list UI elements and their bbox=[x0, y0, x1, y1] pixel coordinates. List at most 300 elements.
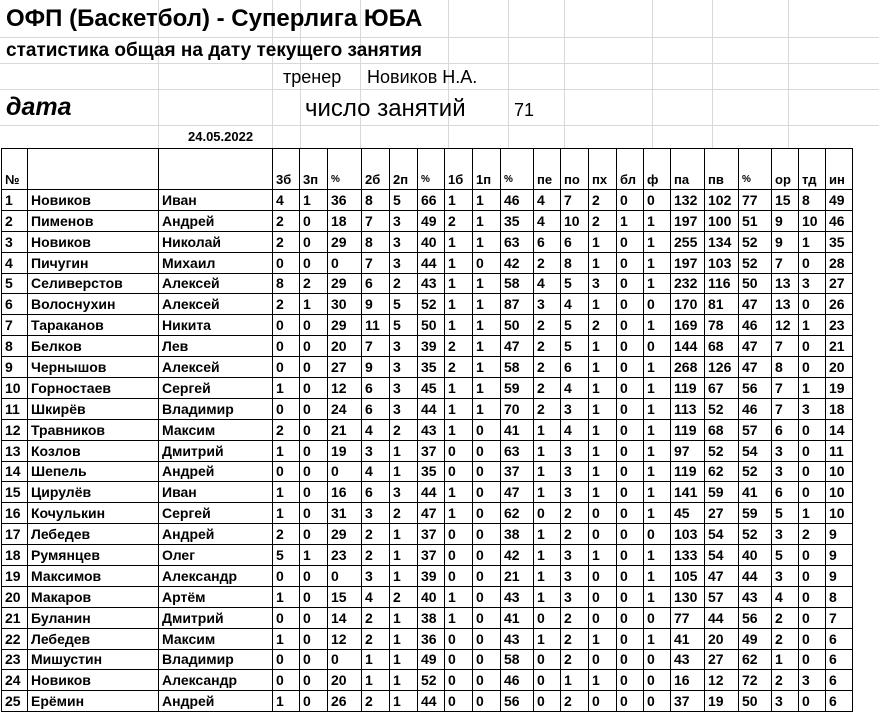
table-cell: 2 bbox=[534, 398, 561, 419]
table-cell: 6 bbox=[826, 628, 853, 649]
table-cell: 24 bbox=[328, 398, 362, 419]
table-cell: 2 bbox=[534, 315, 561, 336]
table-cell: 103 bbox=[705, 252, 739, 273]
table-cell: 2 bbox=[445, 336, 473, 357]
gridline bbox=[0, 37, 879, 38]
table-cell: 1 bbox=[473, 315, 501, 336]
table-cell: Николай bbox=[159, 231, 273, 252]
table-cell: 0 bbox=[473, 461, 501, 482]
table-row bbox=[2, 252, 853, 273]
table-cell: 44 bbox=[418, 252, 445, 273]
table-cell: 1 bbox=[473, 357, 501, 378]
column-header: по bbox=[561, 149, 589, 190]
table-cell: 0 bbox=[644, 190, 671, 211]
table-cell: 1 bbox=[534, 545, 561, 566]
table-cell: 46 bbox=[739, 315, 772, 336]
table-cell: 12 bbox=[772, 315, 799, 336]
column-header bbox=[28, 149, 159, 190]
table-cell: 10 bbox=[561, 210, 589, 231]
table-cell: 1 bbox=[445, 273, 473, 294]
table-cell: 4 bbox=[561, 378, 589, 399]
table-header-row bbox=[2, 149, 853, 190]
table-cell: 134 bbox=[705, 231, 739, 252]
table-cell: 4 bbox=[2, 252, 28, 273]
table-cell: 1 bbox=[644, 628, 671, 649]
table-cell: Александр bbox=[159, 670, 273, 691]
table-cell: 1 bbox=[589, 231, 617, 252]
table-cell: 16 bbox=[671, 670, 705, 691]
table-cell: 58 bbox=[501, 649, 534, 670]
table-cell: 19 bbox=[705, 691, 739, 712]
table-cell: 0 bbox=[300, 398, 328, 419]
table-cell: 44 bbox=[418, 482, 445, 503]
table-cell: 21 bbox=[501, 566, 534, 587]
table-row bbox=[2, 649, 853, 670]
table-cell: 0 bbox=[300, 336, 328, 357]
table-cell: Олег bbox=[159, 545, 273, 566]
column-header bbox=[159, 149, 273, 190]
table-cell: 1 bbox=[473, 398, 501, 419]
table-cell: 105 bbox=[671, 566, 705, 587]
table-cell: 3 bbox=[390, 336, 418, 357]
table-cell: 49 bbox=[418, 210, 445, 231]
table-cell: 18 bbox=[328, 210, 362, 231]
table-row bbox=[2, 273, 853, 294]
table-cell: 7 bbox=[362, 336, 390, 357]
table-cell: 1 bbox=[644, 482, 671, 503]
table-cell: Алексей bbox=[159, 273, 273, 294]
column-header: 3п bbox=[300, 149, 328, 190]
table-row bbox=[2, 190, 853, 211]
table-cell: 4 bbox=[362, 419, 390, 440]
table-cell: 10 bbox=[2, 378, 28, 399]
table-cell: 1 bbox=[644, 378, 671, 399]
table-cell: 4 bbox=[772, 586, 799, 607]
table-cell: Максимов bbox=[28, 566, 159, 587]
column-header: 2б bbox=[362, 149, 390, 190]
table-cell: 49 bbox=[739, 628, 772, 649]
table-cell: 3 bbox=[799, 670, 826, 691]
table-cell: 1 bbox=[589, 628, 617, 649]
table-cell: 46 bbox=[501, 670, 534, 691]
table-cell: 132 bbox=[671, 190, 705, 211]
table-cell: 0 bbox=[617, 524, 644, 545]
table-cell: 0 bbox=[300, 419, 328, 440]
table-row bbox=[2, 691, 853, 712]
table-cell: 5 bbox=[561, 273, 589, 294]
table-cell: 1 bbox=[644, 586, 671, 607]
table-cell: 5 bbox=[273, 545, 300, 566]
table-cell: 21 bbox=[328, 419, 362, 440]
table-cell: 8 bbox=[772, 357, 799, 378]
table-cell: 1 bbox=[589, 357, 617, 378]
table-cell: 2 bbox=[534, 252, 561, 273]
table-cell: 169 bbox=[671, 315, 705, 336]
table-cell: 0 bbox=[617, 357, 644, 378]
table-cell: 4 bbox=[362, 586, 390, 607]
table-cell: 1 bbox=[390, 440, 418, 461]
table-row bbox=[2, 294, 853, 315]
table-cell: Цирулёв bbox=[28, 482, 159, 503]
table-cell: 133 bbox=[671, 545, 705, 566]
table-row bbox=[2, 315, 853, 336]
table-cell: 28 bbox=[826, 252, 853, 273]
table-cell: 42 bbox=[501, 252, 534, 273]
table-cell: 2 bbox=[561, 691, 589, 712]
table-cell: 23 bbox=[2, 649, 28, 670]
table-cell: 63 bbox=[501, 231, 534, 252]
table-cell: 19 bbox=[826, 378, 853, 399]
table-cell: 3 bbox=[772, 691, 799, 712]
table-cell: 68 bbox=[705, 419, 739, 440]
table-cell: 54 bbox=[739, 440, 772, 461]
table-cell: 0 bbox=[473, 503, 501, 524]
table-cell: 27 bbox=[328, 357, 362, 378]
table-cell: 29 bbox=[328, 273, 362, 294]
table-cell: 3 bbox=[390, 482, 418, 503]
table-cell: 0 bbox=[473, 545, 501, 566]
table-cell: 10 bbox=[826, 503, 853, 524]
table-cell: 0 bbox=[644, 294, 671, 315]
table-cell: 87 bbox=[501, 294, 534, 315]
table-cell: 12 bbox=[2, 419, 28, 440]
table-cell: 0 bbox=[617, 503, 644, 524]
table-cell: 54 bbox=[705, 524, 739, 545]
table-cell: 18 bbox=[2, 545, 28, 566]
table-cell: Артём bbox=[159, 586, 273, 607]
table-cell: 0 bbox=[300, 482, 328, 503]
table-cell: 5 bbox=[390, 190, 418, 211]
coach-name: Новиков Н.А. bbox=[367, 67, 478, 87]
table-cell: 0 bbox=[273, 461, 300, 482]
table-cell: 1 bbox=[445, 503, 473, 524]
gridline bbox=[0, 89, 879, 90]
table-cell: 1 bbox=[799, 378, 826, 399]
table-cell: Сергей bbox=[159, 378, 273, 399]
table-cell: Михаил bbox=[159, 252, 273, 273]
table-cell: 0 bbox=[473, 586, 501, 607]
table-cell: Дмитрий bbox=[159, 440, 273, 461]
table-cell: 1 bbox=[589, 294, 617, 315]
table-cell: 2 bbox=[390, 419, 418, 440]
table-cell: 1 bbox=[799, 315, 826, 336]
table-cell: 3 bbox=[390, 357, 418, 378]
table-cell: 0 bbox=[617, 545, 644, 566]
table-cell: 0 bbox=[799, 545, 826, 566]
table-cell: 47 bbox=[739, 336, 772, 357]
table-cell: 0 bbox=[445, 649, 473, 670]
table-cell: 6 bbox=[826, 670, 853, 691]
table-cell: 0 bbox=[445, 670, 473, 691]
table-cell: 0 bbox=[273, 398, 300, 419]
table-cell: 50 bbox=[739, 691, 772, 712]
table-cell: 41 bbox=[501, 607, 534, 628]
table-cell: 0 bbox=[445, 545, 473, 566]
table-cell: 0 bbox=[644, 607, 671, 628]
table-cell: 46 bbox=[826, 210, 853, 231]
table-cell: Алексей bbox=[159, 294, 273, 315]
table-cell: 1 bbox=[534, 524, 561, 545]
table-cell: 1 bbox=[589, 336, 617, 357]
date-label: дата bbox=[6, 93, 72, 121]
table-cell: 67 bbox=[705, 378, 739, 399]
table-cell: 1 bbox=[589, 398, 617, 419]
table-cell: 1 bbox=[445, 378, 473, 399]
table-cell: 102 bbox=[705, 190, 739, 211]
table-cell: Новиков bbox=[28, 231, 159, 252]
table-cell: 0 bbox=[534, 503, 561, 524]
table-cell: 12 bbox=[328, 628, 362, 649]
table-cell: 0 bbox=[300, 670, 328, 691]
table-cell: 0 bbox=[300, 607, 328, 628]
table-cell: 130 bbox=[671, 586, 705, 607]
table-cell: 0 bbox=[445, 691, 473, 712]
table-cell: 2 bbox=[561, 607, 589, 628]
table-cell: Буланин bbox=[28, 607, 159, 628]
table-cell: 0 bbox=[300, 566, 328, 587]
table-cell: 1 bbox=[445, 294, 473, 315]
table-cell: Пименов bbox=[28, 210, 159, 231]
table-cell: 49 bbox=[826, 190, 853, 211]
table-cell: 0 bbox=[328, 566, 362, 587]
table-cell: 1 bbox=[445, 586, 473, 607]
table-cell: 38 bbox=[501, 524, 534, 545]
table-row bbox=[2, 524, 853, 545]
table-cell: 0 bbox=[328, 649, 362, 670]
table-cell: 1 bbox=[644, 419, 671, 440]
table-cell: 2 bbox=[589, 315, 617, 336]
table-cell: 0 bbox=[534, 670, 561, 691]
table-cell: 3 bbox=[799, 273, 826, 294]
table-cell: 13 bbox=[772, 294, 799, 315]
table-cell: 8 bbox=[799, 190, 826, 211]
table-cell: Макаров bbox=[28, 586, 159, 607]
table-cell: 52 bbox=[418, 294, 445, 315]
table-cell: 54 bbox=[705, 545, 739, 566]
table-cell: 1 bbox=[644, 503, 671, 524]
table-cell: 0 bbox=[300, 691, 328, 712]
table-cell: 56 bbox=[501, 691, 534, 712]
table-cell: 2 bbox=[534, 378, 561, 399]
table-cell: 0 bbox=[534, 649, 561, 670]
table-cell: 56 bbox=[739, 378, 772, 399]
table-cell: 1 bbox=[589, 670, 617, 691]
table-cell: Шкирёв bbox=[28, 398, 159, 419]
table-cell: 1 bbox=[644, 440, 671, 461]
table-cell: 1 bbox=[534, 586, 561, 607]
table-cell: Селиверстов bbox=[28, 273, 159, 294]
table-cell: 1 bbox=[390, 628, 418, 649]
table-cell: Андрей bbox=[159, 210, 273, 231]
table-cell: 0 bbox=[473, 419, 501, 440]
table-row bbox=[2, 566, 853, 587]
table-cell: 0 bbox=[473, 607, 501, 628]
table-cell: 5 bbox=[2, 273, 28, 294]
table-cell: 1 bbox=[589, 378, 617, 399]
table-cell: 23 bbox=[826, 315, 853, 336]
table-cell: Шепель bbox=[28, 461, 159, 482]
table-cell: 1 bbox=[772, 649, 799, 670]
table-cell: 43 bbox=[739, 586, 772, 607]
gridline bbox=[0, 125, 879, 126]
table-cell: 1 bbox=[390, 566, 418, 587]
table-cell: 1 bbox=[644, 566, 671, 587]
table-cell: 37 bbox=[418, 524, 445, 545]
table-cell: 0 bbox=[473, 670, 501, 691]
table-cell: 4 bbox=[362, 461, 390, 482]
table-cell: 51 bbox=[739, 210, 772, 231]
table-cell: 0 bbox=[328, 461, 362, 482]
table-cell: 4 bbox=[534, 273, 561, 294]
table-row bbox=[2, 670, 853, 691]
table-cell: 21 bbox=[2, 607, 28, 628]
gridline bbox=[788, 0, 789, 149]
table-cell: 6 bbox=[534, 231, 561, 252]
table-cell: 2 bbox=[445, 357, 473, 378]
table-cell: Новиков bbox=[28, 190, 159, 211]
table-cell: 58 bbox=[501, 273, 534, 294]
table-cell: 0 bbox=[799, 628, 826, 649]
table-cell: 1 bbox=[445, 315, 473, 336]
table-cell: 1 bbox=[362, 670, 390, 691]
table-cell: Новиков bbox=[28, 670, 159, 691]
table-cell: 7 bbox=[772, 378, 799, 399]
table-cell: 1 bbox=[473, 294, 501, 315]
table-row bbox=[2, 503, 853, 524]
table-cell: 2 bbox=[561, 503, 589, 524]
table-cell: 59 bbox=[705, 482, 739, 503]
column-header: пв bbox=[705, 149, 739, 190]
table-cell: 0 bbox=[273, 670, 300, 691]
table-cell: 31 bbox=[328, 503, 362, 524]
table-row bbox=[2, 586, 853, 607]
table-cell: 20 bbox=[328, 670, 362, 691]
table-cell: 13 bbox=[772, 273, 799, 294]
table-cell: 1 bbox=[617, 210, 644, 231]
table-cell: Максим bbox=[159, 628, 273, 649]
table-cell: 44 bbox=[705, 607, 739, 628]
table-cell: 39 bbox=[418, 336, 445, 357]
table-cell: 13 bbox=[2, 440, 28, 461]
table-cell: 2 bbox=[273, 294, 300, 315]
table-cell: 8 bbox=[2, 336, 28, 357]
table-cell: 1 bbox=[644, 252, 671, 273]
table-cell: 0 bbox=[617, 190, 644, 211]
table-cell: 7 bbox=[772, 398, 799, 419]
table-cell: 35 bbox=[501, 210, 534, 231]
column-header: па bbox=[671, 149, 705, 190]
table-cell: 27 bbox=[826, 273, 853, 294]
table-cell: 22 bbox=[2, 628, 28, 649]
table-cell: Горностаев bbox=[28, 378, 159, 399]
table-cell: 0 bbox=[617, 607, 644, 628]
table-cell: 0 bbox=[273, 649, 300, 670]
table-cell: 1 bbox=[2, 190, 28, 211]
table-cell: 1 bbox=[445, 607, 473, 628]
table-cell: 52 bbox=[418, 670, 445, 691]
table-cell: 3 bbox=[772, 440, 799, 461]
table-cell: 9 bbox=[362, 294, 390, 315]
table-cell: 41 bbox=[671, 628, 705, 649]
table-cell: 7 bbox=[362, 210, 390, 231]
table-cell: 58 bbox=[501, 357, 534, 378]
table-cell: 16 bbox=[2, 503, 28, 524]
table-cell: Волоснухин bbox=[28, 294, 159, 315]
table-cell: 9 bbox=[772, 210, 799, 231]
table-cell: Максим bbox=[159, 419, 273, 440]
coach-label: тренер bbox=[283, 67, 342, 87]
table-cell: Андрей bbox=[159, 691, 273, 712]
table-cell: 1 bbox=[273, 586, 300, 607]
table-cell: 46 bbox=[739, 398, 772, 419]
table-cell: 4 bbox=[561, 294, 589, 315]
table-cell: Лебедев bbox=[28, 628, 159, 649]
table-cell: 126 bbox=[705, 357, 739, 378]
table-cell: 1 bbox=[273, 628, 300, 649]
table-cell: 141 bbox=[671, 482, 705, 503]
table-cell: 0 bbox=[617, 670, 644, 691]
table-cell: 5 bbox=[561, 336, 589, 357]
table-cell: 10 bbox=[826, 461, 853, 482]
table-cell: 21 bbox=[826, 336, 853, 357]
table-cell: 43 bbox=[418, 419, 445, 440]
table-cell: 3 bbox=[561, 545, 589, 566]
table-cell: 1 bbox=[644, 210, 671, 231]
table-row bbox=[2, 545, 853, 566]
table-cell: 0 bbox=[799, 419, 826, 440]
table-cell: 2 bbox=[390, 503, 418, 524]
table-cell: 12 bbox=[328, 378, 362, 399]
table-cell: 1 bbox=[589, 461, 617, 482]
table-cell: 6 bbox=[772, 419, 799, 440]
table-cell: 8 bbox=[362, 190, 390, 211]
table-cell: 59 bbox=[501, 378, 534, 399]
table-cell: 0 bbox=[799, 649, 826, 670]
table-cell: 38 bbox=[418, 607, 445, 628]
table-cell: 6 bbox=[362, 398, 390, 419]
table-cell: 0 bbox=[300, 252, 328, 273]
table-cell: 0 bbox=[617, 294, 644, 315]
table-cell: 0 bbox=[300, 649, 328, 670]
table-row bbox=[2, 398, 853, 419]
table-cell: 2 bbox=[362, 607, 390, 628]
table-cell: 2 bbox=[445, 210, 473, 231]
table-cell: Чернышов bbox=[28, 357, 159, 378]
table-row bbox=[2, 419, 853, 440]
table-cell: 1 bbox=[534, 482, 561, 503]
table-cell: Сергей bbox=[159, 503, 273, 524]
table-cell: 0 bbox=[300, 210, 328, 231]
table-cell: 1 bbox=[589, 440, 617, 461]
table-cell: 18 bbox=[826, 398, 853, 419]
table-cell: 1 bbox=[273, 691, 300, 712]
table-cell: 15 bbox=[772, 190, 799, 211]
table-cell: 11 bbox=[362, 315, 390, 336]
page-subtitle: статистика общая на дату текущего занятия bbox=[6, 40, 422, 61]
table-cell: 50 bbox=[501, 315, 534, 336]
table-cell: 0 bbox=[799, 252, 826, 273]
table-cell: 0 bbox=[617, 273, 644, 294]
table-cell: 40 bbox=[418, 231, 445, 252]
column-header: % bbox=[501, 149, 534, 190]
table-cell: 2 bbox=[273, 231, 300, 252]
table-cell: 3 bbox=[772, 566, 799, 587]
table-cell: 47 bbox=[418, 503, 445, 524]
table-cell: 27 bbox=[705, 503, 739, 524]
table-cell: 0 bbox=[273, 566, 300, 587]
table-cell: 0 bbox=[617, 649, 644, 670]
table-cell: 0 bbox=[799, 440, 826, 461]
